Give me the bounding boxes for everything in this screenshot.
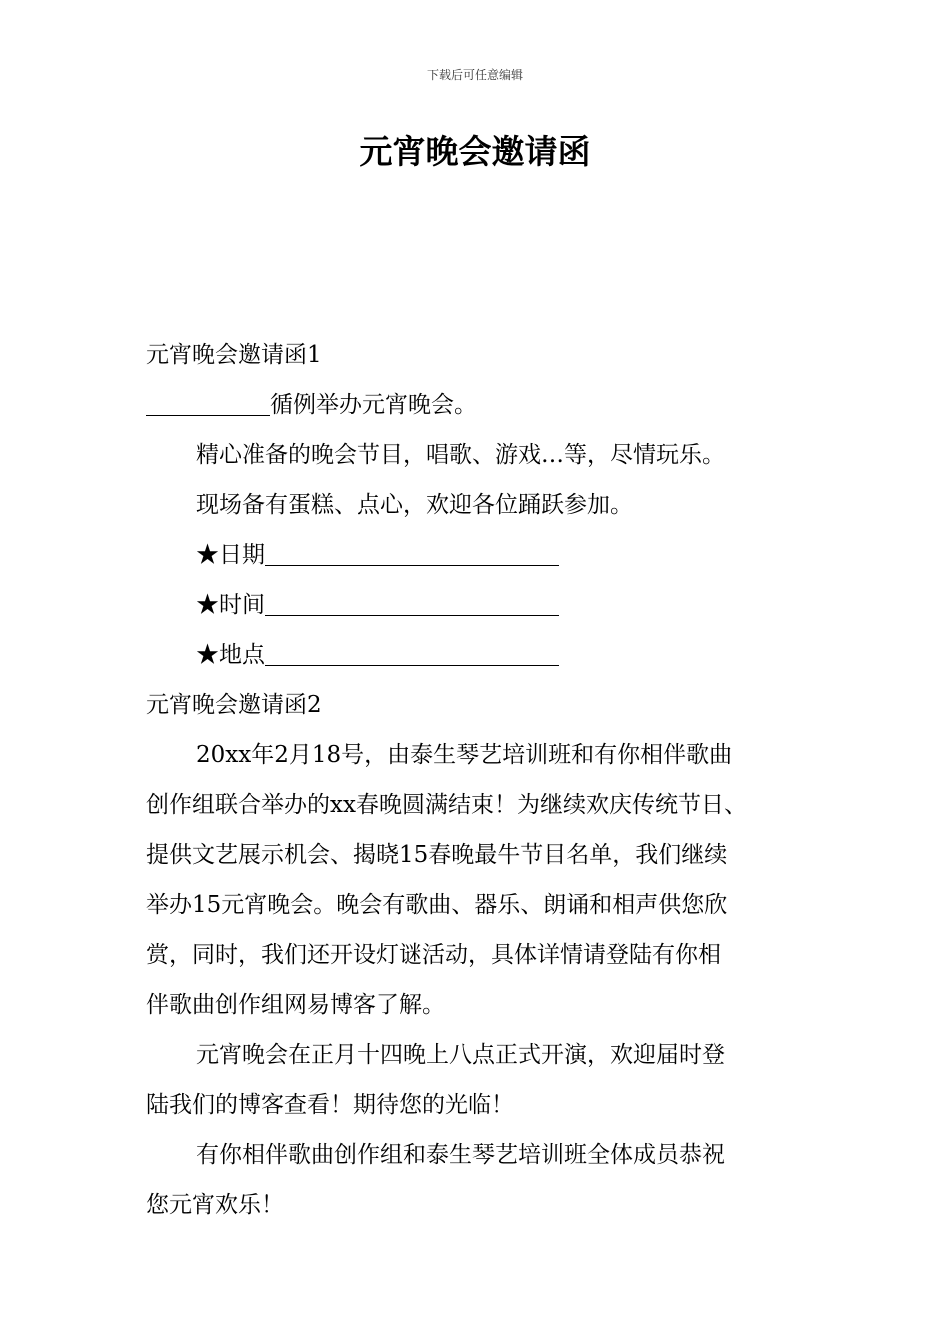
section1-heading: 元宵晚会邀请函1 [146, 342, 322, 368]
time-line [146, 580, 846, 630]
s2-p3-line: 您元宵欢乐！ [146, 1192, 284, 1218]
document-body [146, 330, 846, 1230]
date-blank [265, 535, 559, 566]
recipient-blank [146, 385, 270, 416]
place-line [146, 630, 846, 680]
section1-para2: 现场备有蛋糕、点心，欢迎各位踊跃参加。 [196, 492, 633, 518]
time-blank [265, 585, 559, 616]
s2-p1-line: 创作组联合举办的xx春晚圆满结束！为继续欢庆传统节日、 [146, 792, 747, 818]
time-label: ★时间 [196, 592, 265, 618]
place-blank [265, 635, 559, 666]
s2-p2-line: 元宵晚会在正月十四晚上八点正式开演，欢迎届时登 [196, 1042, 725, 1068]
header-note: 下载后可任意编辑 [426, 68, 523, 82]
place-label: ★地点 [196, 642, 265, 668]
date-line [146, 530, 846, 580]
section2-heading: 元宵晚会邀请函2 [146, 692, 322, 718]
opening-text: 循例举办元宵晚会。 [270, 392, 477, 418]
s2-p2-line: 陆我们的博客查看！期待您的光临！ [146, 1092, 514, 1118]
s2-p1-line: 赏，同时，我们还开设灯谜活动，具体详情请登陆有你相 [146, 942, 721, 968]
page-title: 元宵晚会邀请函 [359, 132, 591, 171]
s2-p3-line: 有你相伴歌曲创作组和泰生琴艺培训班全体成员恭祝 [196, 1142, 725, 1168]
s2-p1-line: 20xx年2月18号，由泰生琴艺培训班和有你相伴歌曲 [196, 742, 733, 768]
section1-para1: 精心准备的晚会节目，唱歌、游戏…等，尽情玩乐。 [196, 442, 725, 468]
s2-p1-line: 伴歌曲创作组网易博客了解。 [146, 992, 445, 1018]
date-label: ★日期 [196, 542, 265, 568]
opening-line [146, 380, 846, 430]
s2-p1-line: 举办15元宵晚会。晚会有歌曲、器乐、朗诵和相声供您欣 [146, 892, 728, 918]
s2-p1-line: 提供文艺展示机会、揭晓15春晚最牛节目名单，我们继续 [146, 842, 728, 868]
